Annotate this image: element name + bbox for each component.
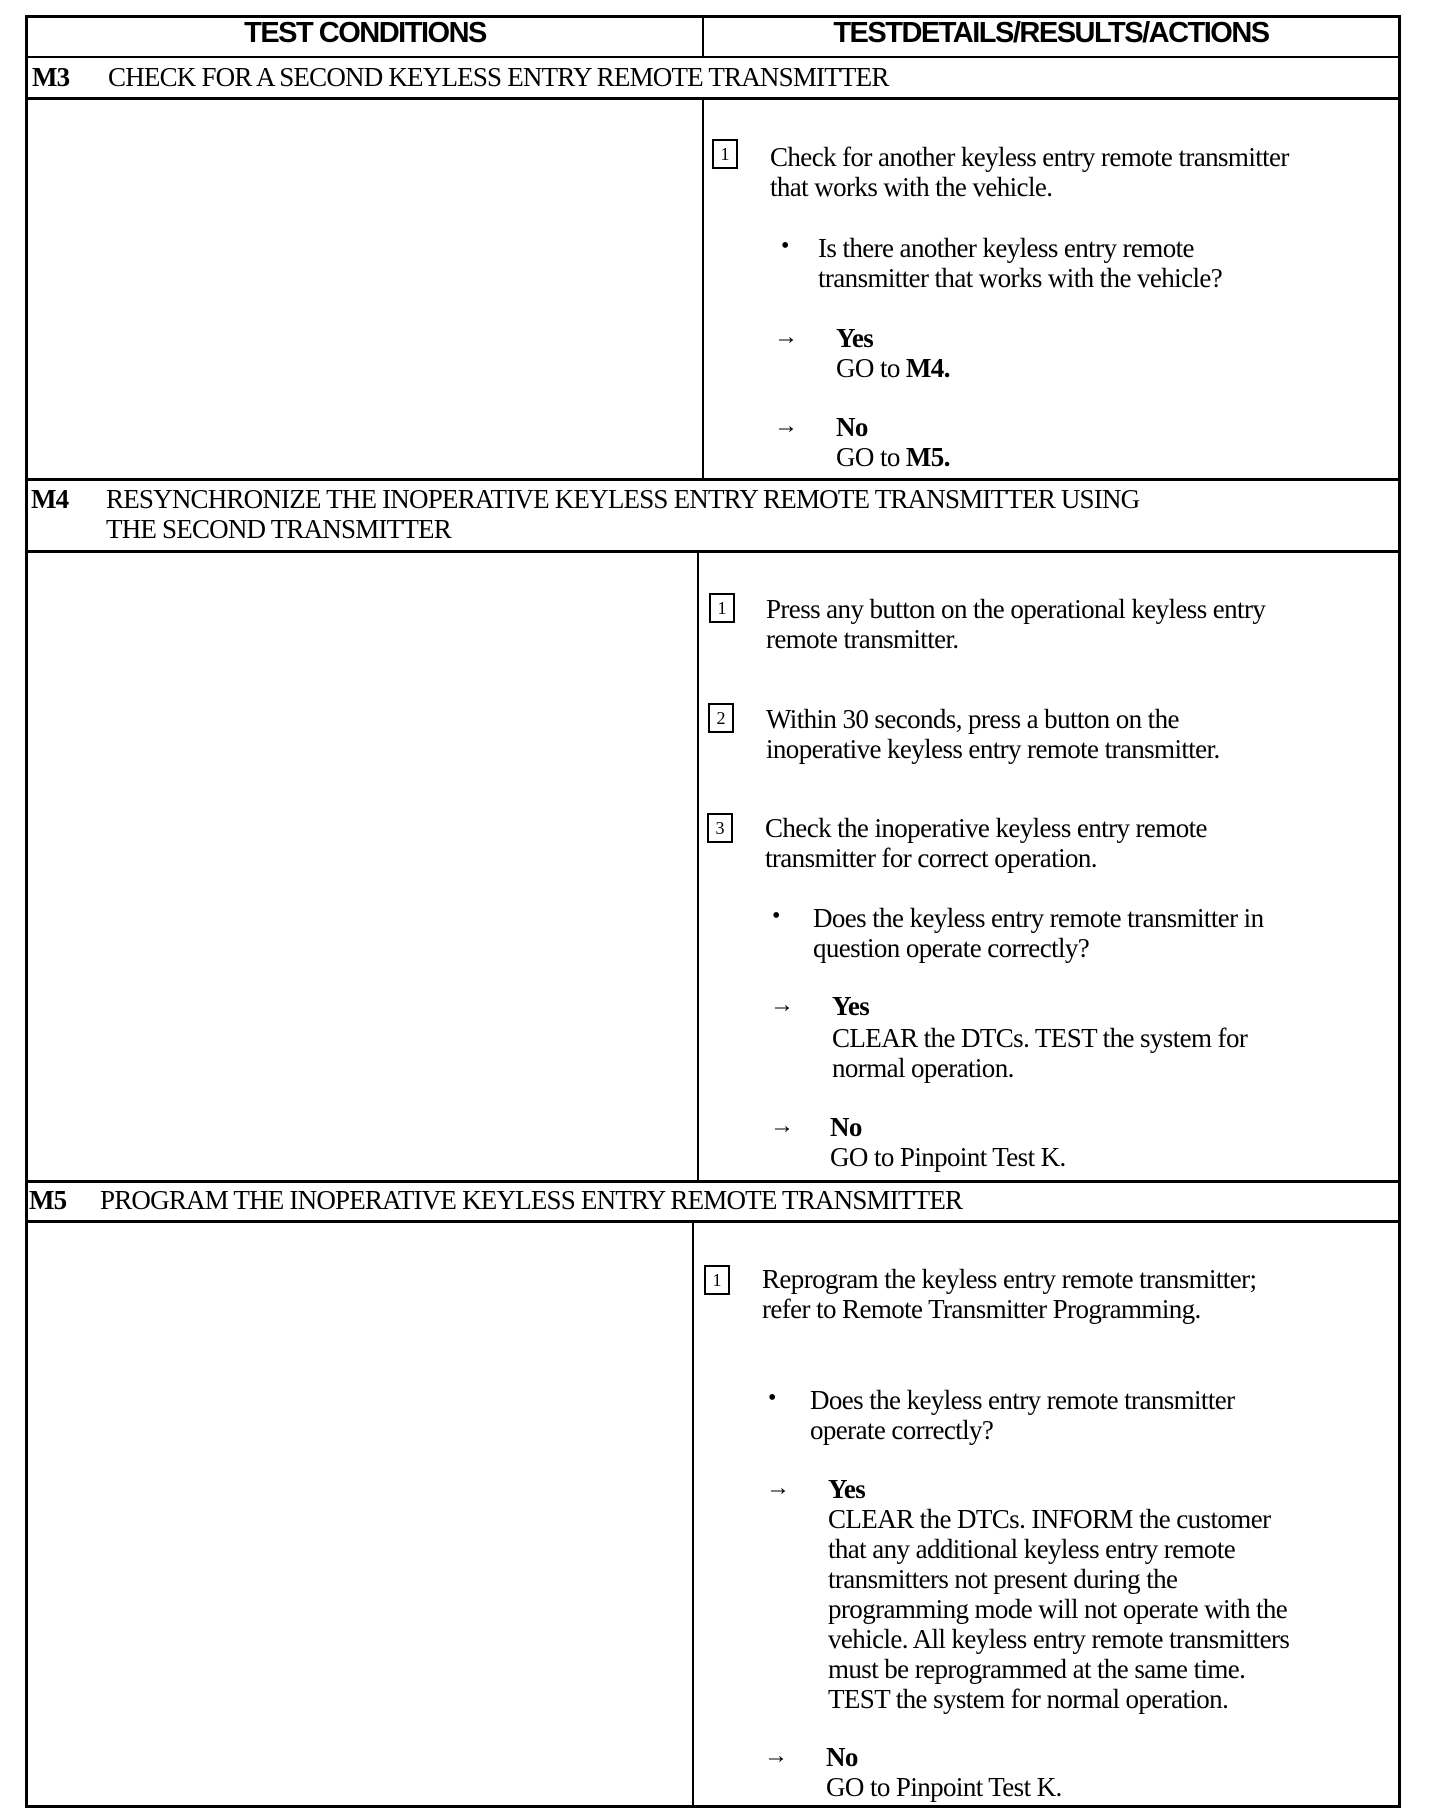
section-id: M3: [32, 62, 70, 92]
rule: [25, 56, 1401, 58]
section-title: RESYNCHRONIZE THE INOPERATIVE KEYLESS ENTRY REMOTE TRANSMITTER USING: [106, 484, 1140, 514]
yes-action: that any additional keyless entry remote: [828, 1534, 1236, 1564]
arrow-right-icon: →: [774, 324, 798, 350]
table-border-bottom: [25, 1805, 1401, 1808]
yes-action: must be reprogrammed at the same time.: [828, 1654, 1246, 1684]
step-text: Reprogram the keyless entry remote transmitter;: [762, 1264, 1257, 1294]
rule: [25, 1180, 1401, 1183]
step-text: transmitter for correct operation.: [765, 843, 1097, 873]
section-title: PROGRAM THE INOPERATIVE KEYLESS ENTRY REMOTE TRANSMITTER: [100, 1185, 963, 1215]
column-divider: [697, 550, 699, 1182]
no-label: No: [826, 1742, 858, 1772]
yes-label: Yes: [836, 323, 874, 353]
arrow-right-icon: →: [764, 1743, 788, 1769]
rule: [25, 1220, 1401, 1223]
question-text: Is there another keyless entry remote: [818, 233, 1194, 263]
table-border-left: [25, 15, 28, 1807]
yes-action: TEST the system for normal operation.: [828, 1684, 1229, 1714]
step-number-box: 1: [712, 139, 738, 169]
yes-label: Yes: [832, 991, 870, 1021]
rule: [25, 97, 1401, 100]
section-id: M5: [29, 1185, 67, 1215]
yes-label: Yes: [828, 1474, 866, 1504]
yes-action: programming mode will not operate with the: [828, 1594, 1288, 1624]
step-text: Check for another keyless entry remote transmitter: [770, 142, 1289, 172]
question-text: transmitter that works with the vehicle?: [818, 263, 1223, 293]
yes-action: [836, 353, 950, 383]
bullet-icon: •: [781, 233, 790, 259]
question-text: operate correctly?: [810, 1415, 994, 1445]
bullet-icon: •: [768, 1385, 777, 1411]
yes-action: normal operation.: [832, 1053, 1014, 1083]
yes-action: CLEAR the DTCs. TEST the system for: [832, 1023, 1248, 1053]
step-text: Within 30 seconds, press a button on the: [766, 704, 1179, 734]
arrow-right-icon: →: [770, 992, 794, 1018]
step-number-box: 2: [708, 703, 734, 733]
yes-action: transmitters not present during the: [828, 1564, 1178, 1594]
step-text: Press any button on the operational keyless entry: [766, 594, 1266, 624]
step-number-box: 1: [709, 593, 735, 623]
question-text: question operate correctly?: [813, 933, 1090, 963]
step-text: inoperative keyless entry remote transmitter.: [766, 734, 1220, 764]
arrow-right-icon: →: [774, 413, 798, 439]
table-border-right: [1398, 15, 1401, 1807]
step-text: refer to Remote Transmitter Programming.: [762, 1294, 1201, 1324]
no-action: [836, 442, 950, 472]
column-divider: [702, 97, 704, 480]
question-text: Does the keyless entry remote transmitter in: [813, 903, 1264, 933]
action-target: M5.: [905, 442, 950, 472]
section-title: THE SECOND TRANSMITTER: [106, 514, 451, 544]
action-text: GO to: [836, 442, 906, 472]
rule: [25, 478, 1401, 481]
yes-action: CLEAR the DTCs. INFORM the customer: [828, 1504, 1271, 1534]
no-label: No: [830, 1112, 862, 1142]
no-action: GO to Pinpoint Test K.: [830, 1142, 1066, 1172]
column-divider: [692, 1220, 694, 1807]
action-text: GO to: [836, 353, 906, 383]
step-text: Check the inoperative keyless entry remote: [765, 813, 1207, 843]
step-number-box: 1: [704, 1265, 730, 1295]
section-id: M4: [31, 484, 69, 514]
header-test-conditions: TEST CONDITIONS: [244, 17, 486, 49]
question-text: Does the keyless entry remote transmitter: [810, 1385, 1235, 1415]
step-text: remote transmitter.: [766, 624, 959, 654]
yes-action: vehicle. All keyless entry remote transmitters: [828, 1624, 1290, 1654]
header-test-details: TESTDETAILS/RESULTS/ACTIONS: [833, 17, 1269, 49]
no-action: GO to Pinpoint Test K.: [826, 1772, 1062, 1802]
no-label: No: [836, 412, 868, 442]
action-target: M4.: [905, 353, 950, 383]
bullet-icon: •: [772, 903, 781, 929]
step-text: that works with the vehicle.: [770, 172, 1053, 202]
section-title: CHECK FOR A SECOND KEYLESS ENTRY REMOTE TRANSMITTER: [108, 62, 889, 92]
arrow-right-icon: →: [766, 1475, 790, 1501]
step-number-box: 3: [707, 813, 733, 843]
rule: [25, 550, 1401, 553]
arrow-right-icon: →: [770, 1113, 794, 1139]
